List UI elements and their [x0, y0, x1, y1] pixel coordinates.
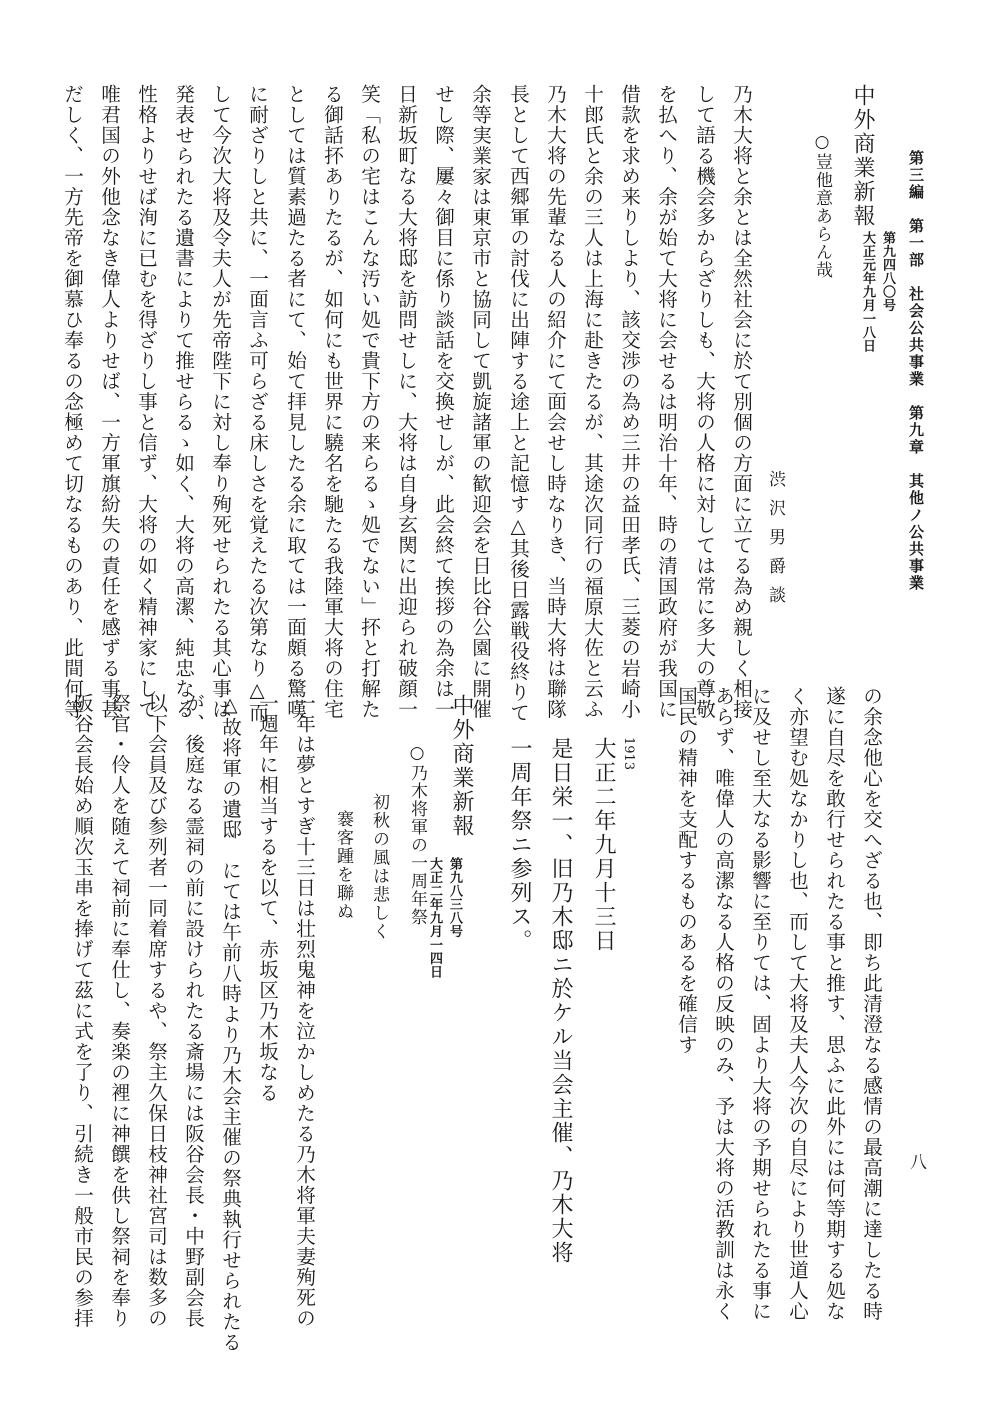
year-marker: 1913 — [621, 737, 636, 771]
author-name: 渋沢男爵談 — [765, 470, 785, 615]
page-number: 八 — [906, 1153, 926, 1170]
article-line: に耐ざりしと共に、一面言ふ可らざる床しさを覚えたる次第なり△而 — [245, 84, 269, 723]
article-line: 遂に自尽を敢行せられたる事と推す、思ふに此外には何等期する処な — [822, 686, 846, 1322]
article-line: 日新坂町なる大将邸を訪問せしに、大将は自身玄関に出迎られ破顔一 — [394, 84, 418, 720]
article-line: 唯君国の外他念なき偉人よりせば、一方軍旗紛失の責任を感ずる事甚 — [97, 84, 121, 720]
article-title: ○豈他意あらん哉 — [812, 132, 832, 279]
verse-line: 初秋の風は悲しく — [369, 793, 389, 941]
article-line: に及せし至大なる影響に至りては、固より大将の予期せられたる事に — [748, 686, 772, 1322]
article-line: 以下会員及び参列者一同着席するや、祭主久保日枝神社宮司は数多の — [144, 693, 168, 1329]
article-line: 借款を求め来りしより、該交渉の為め三井の益田孝氏、三菱の岩崎小 — [617, 84, 641, 720]
article-line: 余等実業家は東京市と協同して凱旋諸軍の歓迎会を日比谷公園に開催 — [468, 84, 492, 720]
article-line: 祭官・伶人を随えて祠前に奉仕し、奏楽の裡に神饌を供し祭祠を奉り — [107, 693, 131, 1329]
article-line: 長として西郷軍の討伐に出陣する途上と記憶す△其後日露戦役終りて — [506, 84, 530, 723]
newspaper-name: 中外商業新報 — [850, 84, 875, 228]
article-line: としては質素過たる者にて、始て拝見したる余に取ては一面頗る驚嘆 — [283, 84, 307, 720]
article-line: 性格よりせば洵に已むを得ざりし事と信ず、大将の如く精神家にして — [134, 84, 158, 720]
article-line: る御話抔ありたるが、如何にも世界に驍名を馳たる我陸軍大将の住宅 — [320, 84, 344, 720]
article-line: して今次大将及令夫人が先帝陛下に対し奉り殉死せられたる其心事は — [208, 84, 232, 720]
article-line: 一年は夢とすぎ十三日は壮烈鬼神を泣かしめたる乃木将軍夫妻殉死の — [292, 693, 316, 1329]
issue-number: 第九八三八号 — [447, 857, 462, 938]
article-line: く亦望む処なかりし也、而して大将及夫人今次の自尽により世道人心 — [785, 686, 809, 1322]
issue-number: 第九四八〇号 — [880, 231, 895, 312]
article-line: が、後庭なる霊祠の前に設けられたる斎場には阪谷会長・中野副会長 — [181, 693, 205, 1329]
article-line: の余念他心を交へざる也、即ち此清澄なる感情の最高潮に達したる時 — [859, 686, 883, 1322]
issue-date: 大正元年九月一八日 — [860, 231, 875, 353]
article-line: 国民の精神を支配するものあるを確信す — [674, 686, 698, 1055]
article-line: を払へり、余が始て大将に会せるは明治十年、時の清国政府が我国に — [654, 84, 678, 720]
article-line: 発表せられたる遺書によりて推せらるゝ如く、大将の高潔、純忠なる — [171, 84, 195, 720]
article-line: 乃木大将の先輩なる人の紹介にて面会せし時なりき、当時大将は聯隊 — [543, 84, 567, 720]
article-line: 乃木大将と余とは全然社会に於て別個の方面に立てる為め親しく相接 — [729, 84, 753, 720]
newspaper-name: 中外商業新報 — [449, 694, 474, 838]
entry-summary-line: 是日栄一、旧乃木邸ニ於ケル当会主催、乃木大将 — [548, 737, 573, 1265]
entry-summary-line: 一周年祭ニ参列ス。 — [507, 737, 532, 953]
article-line: 笑「私の宅はこんな汚い処で貴下方の来らるゝ処でない」抔と打解た — [357, 84, 381, 720]
entry-date: 大正二年九月十三日 — [591, 737, 616, 953]
article-line: 十郎氏と余の三人は上海に赴きたるが、其途次同行の福原大佐と云ふ — [580, 84, 604, 720]
article-line: して語る機会多からざりしも、大将の人格に対しては常に多大の尊敬 — [692, 84, 716, 720]
issue-date: 大正二年九月一四日 — [427, 857, 442, 979]
article-title: ○乃木将軍の一周年祭 — [407, 743, 427, 926]
running-header: 第三編 第一部 社会公共事業 第九章 其他ノ公共事業 — [907, 150, 925, 592]
article-line: △故将軍の遺邸 にては午前八時より乃木会主催の祭典執行せられたる — [218, 693, 242, 1353]
article-line: 阪谷会長始め順次玉串を捧げて茲に式を了り、引続き一般市民の参拝 — [70, 693, 94, 1329]
article-line: 一週年に相当するを以て、赤坂区乃木坂なる — [255, 693, 279, 1103]
verse-line: 褰客踵を聯ぬ — [333, 810, 353, 921]
article-line: せし際、屢々御目に係り談話を交換せしが、此会終て挨拶の為余は一 — [431, 84, 455, 720]
article-line: あらず、唯偉人の高潔なる人格の反映のみ、予は大将の活教訓は永く — [711, 686, 735, 1322]
article-line: だしく、一方先帝を御慕ひ奉るの念極めて切なるものあり、此間何等 — [60, 84, 84, 720]
